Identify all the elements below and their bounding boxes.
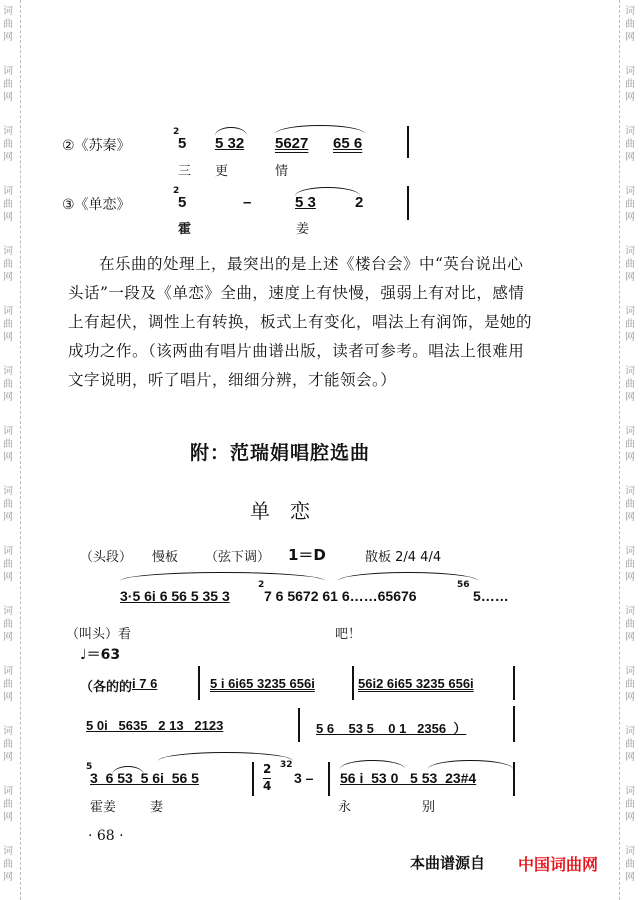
watermark-text: 词曲网 [3,846,13,883]
notes: 56 i 53 0 5 53 23#4 [340,770,477,786]
notes: 3·5 6i 6 56 5 35 3 [120,588,230,604]
watermark-text: 词曲网 [3,366,13,403]
watermark-text: 词曲网 [625,426,635,463]
time-signature-bottom: 4 [263,779,272,793]
meter-label: 散板 2/4 4/4 [365,550,442,565]
notes: i 7 6 [132,676,158,691]
watermark-text: 词曲网 [625,786,635,823]
lyric: （各的的 [80,680,133,695]
tempo-label: 慢板 [152,550,179,565]
lyric: 别 [422,800,436,815]
watermark-text: 词曲网 [3,66,13,103]
watermark-text: 词曲网 [3,786,13,823]
watermark-text: 词曲网 [3,486,13,523]
note: 5627 [275,135,309,152]
watermark-text: 词曲网 [3,426,13,463]
watermark-text: 词曲网 [625,246,635,283]
lyric: 姜 [296,222,310,237]
watermark-text: 词曲网 [625,6,635,43]
notes: 56i2 6i65 3235 656i [358,676,474,691]
watermark-text: 词曲网 [3,246,13,283]
lyric: 情 [275,164,289,179]
lyric: 三 [178,164,192,179]
watermark-text: 词曲网 [3,186,13,223]
grace-note: 32 [280,760,293,770]
watermark-text: 词曲网 [625,126,635,163]
watermark-text: 词曲网 [625,846,635,883]
margin-line [20,0,21,900]
grace-note: 2 [173,127,180,137]
margin-line [619,0,620,900]
watermark-text: 词曲网 [3,606,13,643]
notes: 3 6 53 5 6i 56 5 [90,770,199,786]
lyric: 霍 [178,222,192,237]
page-number: · 68 · [88,828,124,844]
grace-note: 56 [457,580,470,590]
watermark-text: 词曲网 [625,66,635,103]
grace-note: 5 [86,762,93,772]
note: 5 32 [215,135,245,152]
watermark-text: 词曲网 [625,186,635,223]
note: 5 [178,194,187,211]
notes: 5 i 6i65 3235 656i [210,676,315,691]
section-label: （头段） [80,550,133,565]
note: – [243,194,252,211]
lyric: 妻 [150,800,164,815]
watermark-text: 词曲网 [625,486,635,523]
watermark-text: 词曲网 [625,666,635,703]
excerpt-label: ②《苏秦》 [62,138,131,154]
body-paragraph: 在乐曲的处理上，最突出的是上述《楼台会》中“英台说出心头话”一段及《单恋》全曲，速度上有快慢，强弱上有对比，感情上有起伏，调性上有转换，板式上有变化，唱法上有润饰，是她的成功之作。（该两曲有唱片曲谱出版，读者可参考。唱法上很难用文字说明，听了唱片，细细分辨，才能领会。） [68,255,533,389]
watermark-text: 词曲网 [3,666,13,703]
appendix-title: 附：范瑞娟唱腔选曲 [190,442,371,464]
tempo-mark: ♩＝63 [80,647,121,663]
excerpt-label: ③《单恋》 [62,197,131,213]
watermark-text: 词曲网 [625,366,635,403]
grace-note: 2 [258,580,265,590]
mode-label: （弦下调） [205,550,271,565]
watermark-text: 词曲网 [3,726,13,763]
lyric: 更 [215,164,229,179]
notes: 5…… [473,588,509,604]
key-signature: 1＝D [288,546,326,564]
watermark-text: 词曲网 [3,546,13,583]
note: 65 6 [333,135,363,152]
notes: 3 – [294,770,314,786]
watermark-text: 词曲网 [625,606,635,643]
lyric: 霍姜 [90,800,117,815]
watermark-text: 词曲网 [625,306,635,343]
source-prefix: 本曲谱源自 [410,854,486,872]
grace-note: 2 [173,186,180,196]
watermark-text: 词曲网 [3,6,13,43]
notes: 7 6 5672 61 6……65676 [264,588,417,604]
lyric: （叫头）看 [66,627,132,642]
song-title: 单 恋 [250,499,310,523]
notes: 5 6 53 5 0 1 2356 ） [316,721,467,736]
time-signature-top: 2 [263,762,272,776]
notes: 5 0i 5635 2 13 2123 [86,718,224,733]
watermark-text: 词曲网 [3,306,13,343]
lyric: 吧！ [335,627,362,642]
watermark-text: 词曲网 [625,726,635,763]
source-site: 中国词曲网 [518,855,599,874]
note: 5 [178,135,187,152]
note: 2 [355,194,364,211]
lyric: 永 [338,800,352,815]
watermark-text: 词曲网 [625,546,635,583]
watermark-text: 词曲网 [3,126,13,163]
note: 5 3 [295,194,316,211]
